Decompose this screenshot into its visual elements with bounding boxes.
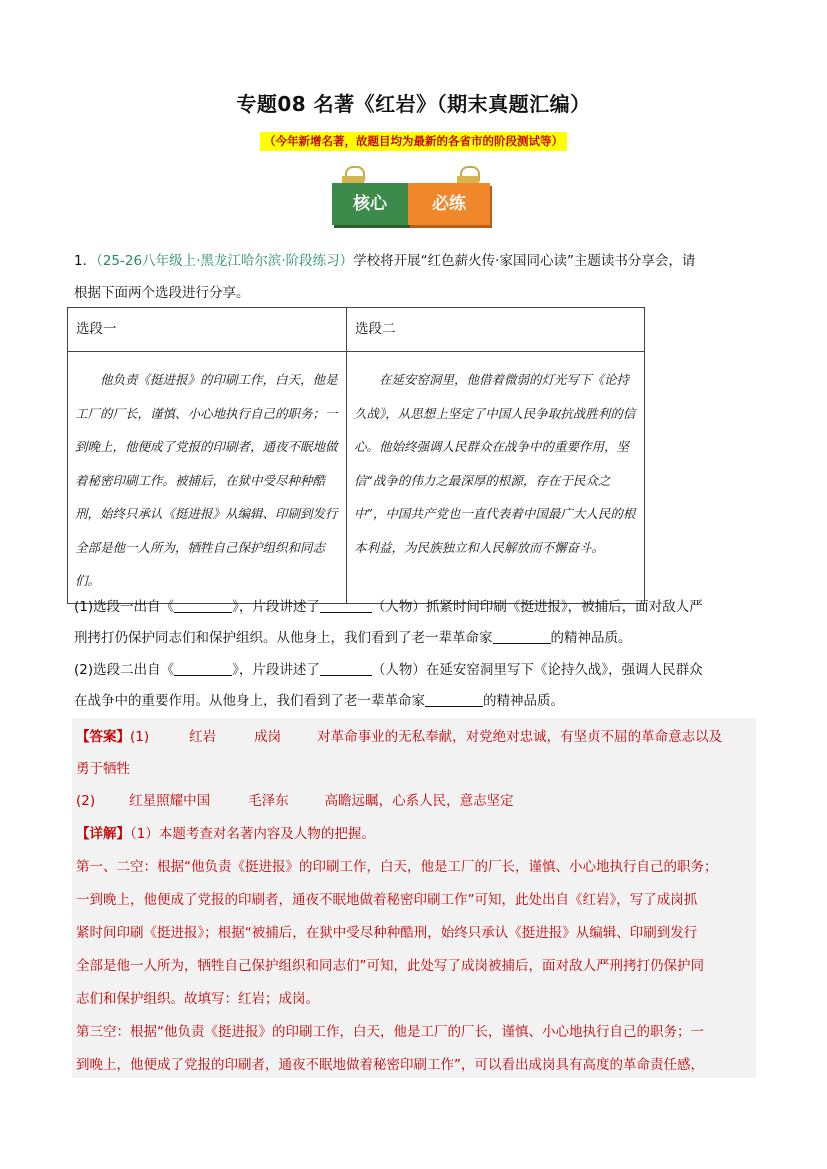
answer2-book: 红星照耀中国 bbox=[129, 793, 211, 809]
q1-blank-book[interactable] bbox=[174, 597, 232, 613]
subquestion-2 bbox=[74, 655, 764, 717]
answer1-number: (1) bbox=[130, 729, 150, 745]
q1-line2-text: 刑拷打仍保护同志们和保护组织。从他身上，我们看到了老一辈革命家 bbox=[74, 630, 493, 646]
q2-text-a: (2)选段二出自《 bbox=[74, 662, 175, 678]
detail-line: 紧时间印刷《挺进报》；根据“被捕后，在狱中受尽种种酷刑，始终只承认《挺进报》从编辑、印刷到发行 bbox=[76, 925, 698, 941]
answer1-book: 红岩 bbox=[189, 729, 217, 745]
question-intro bbox=[74, 245, 754, 309]
answer-line-1 bbox=[76, 721, 756, 754]
subtitle-container bbox=[0, 130, 827, 151]
q2-line2-text: 在战争中的重要作用。从他身上，我们看到了老一辈革命家 bbox=[74, 693, 425, 709]
passage2-text: 在延安窑洞里，他借着微弱的灯光写下《论持久战》，从思想上坚定了中国人民争取抗战胜利的信心。他始终强调人民群众在战争中的重要作用，坚信“战争的伟力之最深厚的根源，存在于民众之中”，中国共产党也一直代表着中国最广大人民的根本利益，为民族独立和人民解放而不懈奋斗。 bbox=[354, 372, 636, 555]
q1-blank-quality[interactable] bbox=[493, 628, 551, 644]
passage2-header: 选段二 bbox=[347, 308, 645, 352]
badge-left-label: 核心 bbox=[332, 183, 408, 225]
answer1-quality: 对革命事业的无私奉献，对党绝对忠诚，有坚贞不屈的革命意志以及 bbox=[317, 729, 723, 745]
q2-text-c: （人物）在延安窑洞里写下《论持久战》，强调人民群众 bbox=[371, 662, 703, 678]
answer-line-3 bbox=[76, 785, 756, 818]
passage1-text: 他负责《挺进报》的印刷工作，白天，他是工厂的厂长，谨慎、小心地执行自己的职务；一到晚上，他便成了党报的印刷者，通夜不眠地做着秘密印刷工作。被捕后，在狱中受尽种种酷刑，始终只承认《挺进报》从编辑、印刷到发行全部是他一人所为，牺牲自己保护组织和同志们。 bbox=[75, 372, 338, 588]
detail-line: 第一、二空：根据“他负责《挺进报》的印刷工作，白天，他是工厂的厂长，谨慎、小心地执行自己的职务； bbox=[76, 859, 718, 875]
answer2-person: 毛泽东 bbox=[248, 793, 289, 809]
detail-line: 一到晚上，他便成了党报的印刷者，通夜不眠地做着秘密印刷工作”可知，此处出自《红岩》，写了成岗抓 bbox=[76, 892, 698, 908]
answer1-person: 成岗 bbox=[254, 729, 282, 745]
page-title: 专题08 名著《红岩》（期末真题汇编） bbox=[236, 92, 591, 116]
detail-heading bbox=[76, 818, 756, 851]
detail-line: 志们和保护组织。故填写：红岩；成岗。 bbox=[76, 991, 319, 1007]
question-intro-line2: 根据下面两个选段进行分享。 bbox=[74, 285, 250, 301]
q1-text-a: (1)选段一出自《 bbox=[74, 599, 175, 615]
detail-line: 到晚上，他便成了党报的印刷者，通夜不眠地做着秘密印刷工作”，可以看出成岗具有高度的革命责任感， bbox=[76, 1057, 704, 1073]
passage1-header: 选段一 bbox=[68, 308, 347, 352]
q2-blank-quality[interactable] bbox=[425, 691, 483, 707]
q1-text-b: 》，片段讲述了 bbox=[232, 599, 320, 615]
detail-line: 第三空：根据“他负责《挺进报》的印刷工作，白天，他是工厂的厂长，谨慎、小心地执行自己的职务；一 bbox=[76, 1024, 704, 1040]
detail-line: 全部是他一人所为，牺牲自己保护组织和同志们”可知，此处写了成岗被捕后，面对敌人严刑拷打仍保护同 bbox=[76, 958, 704, 974]
q1-text-c: （人物）抓紧时间印刷《挺进报》，被捕后，面对敌人严 bbox=[371, 599, 703, 615]
subtitle-highlight: （今年新增名著，故题目均为最新的各省市的阶段测试等） bbox=[260, 132, 567, 151]
detail-label: 【详解】 bbox=[76, 826, 130, 842]
answer2-quality: 高瞻远瞩，心系人民，意志坚定 bbox=[324, 793, 514, 809]
passage-table bbox=[67, 307, 645, 604]
answer-line-2: 勇于牺牲 bbox=[76, 761, 130, 777]
question-number: 1． bbox=[74, 253, 97, 269]
q2-blank-person[interactable] bbox=[320, 660, 372, 676]
q2-line2-end: 的精神品质。 bbox=[483, 693, 564, 709]
answer-label: 【答案】 bbox=[76, 729, 130, 745]
q1-line2-end: 的精神品质。 bbox=[550, 630, 632, 646]
detail-intro: （1）本题考查对名著内容及人物的把握。 bbox=[130, 826, 375, 842]
core-practice-badge bbox=[332, 166, 492, 228]
subquestion-1 bbox=[74, 592, 764, 654]
q1-blank-person[interactable] bbox=[320, 597, 372, 613]
answer2-number: (2) bbox=[76, 793, 96, 809]
q2-blank-book[interactable] bbox=[174, 660, 232, 676]
q2-text-b: 》，片段讲述了 bbox=[232, 662, 320, 678]
question-source: （25-26八年级上·黑龙江哈尔滨·阶段练习） bbox=[96, 253, 354, 269]
badge-right-label: 必练 bbox=[408, 183, 490, 225]
question-intro-text: 学校将开展“红色薪火传·家国同心读”主题读书分享会，请 bbox=[353, 253, 696, 269]
